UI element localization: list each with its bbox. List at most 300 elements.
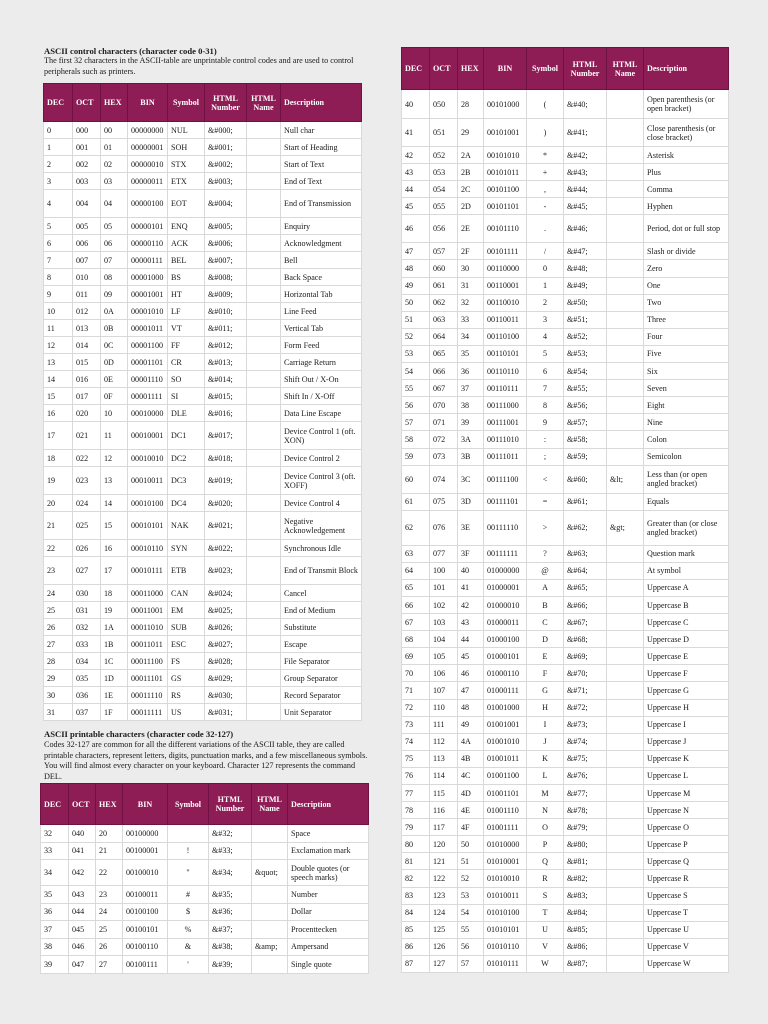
cell-description: Shift Out / X-On [281, 371, 362, 388]
cell-bin: 00110101 [484, 345, 527, 362]
cell-oct: 104 [430, 631, 458, 648]
cell-html-number: &#61; [564, 493, 607, 510]
cell-html-number: &#029; [205, 670, 247, 687]
header-symbol: Symbol [168, 84, 205, 122]
cell-oct: 001 [73, 139, 101, 156]
cell-oct: 070 [430, 397, 458, 414]
cell-hex: 51 [458, 853, 484, 870]
cell-html-name [247, 354, 281, 371]
cell-oct: 060 [430, 260, 458, 277]
cell-oct: 017 [73, 388, 101, 405]
header-dec: DEC [402, 48, 430, 90]
cell-html-number: &#37; [209, 921, 252, 939]
cell-hex: 41 [458, 579, 484, 596]
cell-oct: 072 [430, 431, 458, 448]
cell-description: Bell [281, 252, 362, 269]
cell-oct: 006 [73, 235, 101, 252]
cell-bin: 00010011 [128, 467, 168, 495]
cell-symbol: < [527, 465, 564, 493]
cell-html-name [247, 303, 281, 320]
table-row [402, 716, 729, 733]
cell-bin: 00100110 [123, 938, 168, 956]
table-row [44, 190, 362, 218]
cell-hex: 2E [458, 215, 484, 243]
cell-bin: 01000100 [484, 631, 527, 648]
table-row [402, 836, 729, 853]
cell-html-name [607, 853, 644, 870]
cell-bin: 00101110 [484, 215, 527, 243]
cell-oct: 021 [73, 422, 101, 450]
cell-dec: 35 [41, 886, 69, 904]
cell-symbol: * [527, 147, 564, 164]
cell-dec: 14 [44, 371, 73, 388]
cell-hex: 32 [458, 294, 484, 311]
cell-hex: 12 [101, 450, 128, 467]
cell-bin: 00110000 [484, 260, 527, 277]
cell-html-number: &#53; [564, 345, 607, 362]
cell-description: Device Control 3 (oft. XOFF) [281, 467, 362, 495]
cell-html-name [607, 448, 644, 465]
cell-dec: 9 [44, 286, 73, 303]
cell-dec: 38 [41, 938, 69, 956]
header-bin: BIN [128, 84, 168, 122]
cell-oct: 064 [430, 328, 458, 345]
cell-bin: 01010010 [484, 870, 527, 887]
cell-description: Uppercase O [644, 819, 729, 836]
table-row [44, 320, 362, 337]
cell-oct: 077 [430, 545, 458, 562]
cell-hex: 20 [96, 825, 123, 843]
cell-symbol: ! [168, 842, 209, 860]
header-html-name: HTML Name [607, 48, 644, 90]
cell-description: Shift In / X-Off [281, 388, 362, 405]
cell-hex: 02 [101, 156, 128, 173]
cell-oct: 016 [73, 371, 101, 388]
cell-description: Uppercase F [644, 665, 729, 682]
cell-symbol: EOT [168, 190, 205, 218]
cell-html-number: &#009; [205, 286, 247, 303]
cell-html-number: &#84; [564, 904, 607, 921]
cell-bin: 00001101 [128, 354, 168, 371]
cell-html-number: &#36; [209, 903, 252, 921]
cell-oct: 040 [69, 825, 96, 843]
cell-description: Uppercase L [644, 767, 729, 784]
cell-html-name [607, 648, 644, 665]
cell-hex: 48 [458, 699, 484, 716]
cell-description: Open parenthesis (or open bracket) [644, 90, 729, 119]
cell-description: Three [644, 311, 729, 328]
cell-symbol: FF [168, 337, 205, 354]
cell-bin: 01001110 [484, 802, 527, 819]
cell-hex: 25 [96, 921, 123, 939]
cell-oct: 014 [73, 337, 101, 354]
cell-html-name [607, 294, 644, 311]
cell-html-name [247, 320, 281, 337]
cell-oct: 047 [69, 956, 96, 974]
cell-hex: 47 [458, 682, 484, 699]
cell-symbol: $ [168, 903, 209, 921]
cell-hex: 2B [458, 164, 484, 181]
cell-bin: 00000001 [128, 139, 168, 156]
cell-html-name [607, 260, 644, 277]
cell-html-number: &#003; [205, 173, 247, 190]
cell-html-number: &#001; [205, 139, 247, 156]
table-row [44, 173, 362, 190]
cell-html-number: &#005; [205, 218, 247, 235]
cell-hex: 1B [101, 636, 128, 653]
cell-bin: 00000011 [128, 173, 168, 190]
cell-symbol: - [527, 198, 564, 215]
cell-dec: 76 [402, 767, 430, 784]
table-row [402, 699, 729, 716]
cell-hex: 0D [101, 354, 128, 371]
cell-dec: 72 [402, 699, 430, 716]
cell-dec: 30 [44, 687, 73, 704]
cell-description: Negative Acknowledgement [281, 512, 362, 540]
cell-symbol: ? [527, 545, 564, 562]
cell-html-name [607, 545, 644, 562]
table-row [402, 750, 729, 767]
control-section-intro: The first 32 characters in the ASCII-table are unprintable control codes and are used to control peripherals such as printers. [44, 56, 354, 76]
cell-description: Uppercase K [644, 750, 729, 767]
table-row [44, 636, 362, 653]
table-row [44, 235, 362, 252]
cell-oct: 124 [430, 904, 458, 921]
cell-dec: 21 [44, 512, 73, 540]
cell-html-number: &#66; [564, 596, 607, 613]
table-row [402, 380, 729, 397]
cell-description: Data Line Escape [281, 405, 362, 422]
cell-oct: 121 [430, 853, 458, 870]
cell-hex: 00 [101, 122, 128, 139]
cell-html-number: &#49; [564, 277, 607, 294]
cell-html-number: &#80; [564, 836, 607, 853]
cell-description: Uppercase J [644, 733, 729, 750]
cell-dec: 0 [44, 122, 73, 139]
cell-html-number: &#65; [564, 579, 607, 596]
cell-description: Uppercase R [644, 870, 729, 887]
cell-html-number: &#74; [564, 733, 607, 750]
header-html-number: HTML Number [205, 84, 247, 122]
control-section-title: ASCII control characters (character code 0-31) [44, 46, 217, 56]
cell-description: Synchronous Idle [281, 540, 362, 557]
cell-oct: 004 [73, 190, 101, 218]
cell-html-name [607, 414, 644, 431]
cell-html-name [247, 670, 281, 687]
cell-html-name [252, 956, 288, 974]
table-row [44, 670, 362, 687]
cell-bin: 00000101 [128, 218, 168, 235]
cell-html-number: &#026; [205, 619, 247, 636]
cell-dec: 7 [44, 252, 73, 269]
cell-bin: 00001110 [128, 371, 168, 388]
cell-description: Space [288, 825, 369, 843]
cell-oct: 113 [430, 750, 458, 767]
header-hex: HEX [96, 784, 123, 825]
cell-bin: 00010110 [128, 540, 168, 557]
cell-symbol: S [527, 887, 564, 904]
cell-dec: 1 [44, 139, 73, 156]
table-row [402, 147, 729, 164]
header-bin: BIN [484, 48, 527, 90]
cell-bin: 00110010 [484, 294, 527, 311]
cell-bin: 00100100 [123, 903, 168, 921]
cell-html-name [247, 653, 281, 670]
cell-dec: 81 [402, 853, 430, 870]
cell-html-number: &#47; [564, 243, 607, 260]
cell-bin: 01001011 [484, 750, 527, 767]
cell-description: Question mark [644, 545, 729, 562]
cell-dec: 22 [44, 540, 73, 557]
cell-html-name [247, 704, 281, 721]
cell-oct: 041 [69, 842, 96, 860]
cell-symbol: " [168, 860, 209, 886]
cell-description: Ampersand [288, 938, 369, 956]
table-row [44, 218, 362, 235]
cell-oct: 046 [69, 938, 96, 956]
cell-symbol: L [527, 767, 564, 784]
cell-bin: 00011001 [128, 602, 168, 619]
cell-bin: 00000111 [128, 252, 168, 269]
cell-oct: 105 [430, 648, 458, 665]
cell-bin: 00111110 [484, 510, 527, 545]
table-row [41, 886, 369, 904]
cell-symbol: B [527, 596, 564, 613]
cell-dec: 66 [402, 596, 430, 613]
cell-symbol: H [527, 699, 564, 716]
cell-html-name [607, 380, 644, 397]
cell-dec: 34 [41, 860, 69, 886]
cell-dec: 75 [402, 750, 430, 767]
table-row [41, 956, 369, 974]
cell-dec: 61 [402, 493, 430, 510]
cell-html-number: &#016; [205, 405, 247, 422]
cell-bin: 01001001 [484, 716, 527, 733]
cell-bin: 00011110 [128, 687, 168, 704]
table-row [402, 802, 729, 819]
header-html-number: HTML Number [209, 784, 252, 825]
cell-oct: 066 [430, 363, 458, 380]
cell-dec: 16 [44, 405, 73, 422]
cell-description: Plus [644, 164, 729, 181]
header-symbol: Symbol [168, 784, 209, 825]
cell-oct: 026 [73, 540, 101, 557]
cell-bin: 00010111 [128, 557, 168, 585]
cell-hex: 50 [458, 836, 484, 853]
cell-html-name [607, 682, 644, 699]
cell-description: Uppercase N [644, 802, 729, 819]
cell-html-number: &#67; [564, 614, 607, 631]
cell-dec: 48 [402, 260, 430, 277]
cell-description: Nine [644, 414, 729, 431]
cell-bin: 00111011 [484, 448, 527, 465]
cell-html-name [247, 388, 281, 405]
cell-html-name [607, 277, 644, 294]
cell-symbol: @ [527, 562, 564, 579]
cell-html-number: &#41; [564, 119, 607, 147]
cell-bin: 00011010 [128, 619, 168, 636]
table-row [402, 181, 729, 198]
cell-dec: 4 [44, 190, 73, 218]
header-oct: OCT [430, 48, 458, 90]
cell-hex: 39 [458, 414, 484, 431]
cell-html-number: &#018; [205, 450, 247, 467]
cell-dec: 10 [44, 303, 73, 320]
cell-dec: 19 [44, 467, 73, 495]
cell-oct: 062 [430, 294, 458, 311]
cell-html-number: &#82; [564, 870, 607, 887]
cell-symbol: GS [168, 670, 205, 687]
cell-hex: 29 [458, 119, 484, 147]
cell-hex: 46 [458, 665, 484, 682]
cell-html-name [607, 493, 644, 510]
cell-hex: 24 [96, 903, 123, 921]
cell-oct: 010 [73, 269, 101, 286]
cell-html-number: &#70; [564, 665, 607, 682]
header-html-name: HTML Name [247, 84, 281, 122]
cell-hex: 2C [458, 181, 484, 198]
cell-dec: 33 [41, 842, 69, 860]
cell-bin: 00010101 [128, 512, 168, 540]
cell-html-name [607, 887, 644, 904]
cell-hex: 07 [101, 252, 128, 269]
header-hex: HEX [458, 48, 484, 90]
table-row [402, 465, 729, 493]
header-html-name: HTML Name [252, 784, 288, 825]
cell-hex: 3A [458, 431, 484, 448]
cell-symbol: LF [168, 303, 205, 320]
table-row [41, 860, 369, 886]
table-row [402, 215, 729, 243]
cell-bin: 00101001 [484, 119, 527, 147]
table-row [44, 512, 362, 540]
cell-html-number: &#020; [205, 495, 247, 512]
cell-hex: 36 [458, 363, 484, 380]
cell-description: Uppercase P [644, 836, 729, 853]
cell-symbol: F [527, 665, 564, 682]
cell-oct: 103 [430, 614, 458, 631]
cell-html-name [607, 243, 644, 260]
cell-oct: 043 [69, 886, 96, 904]
cell-dec: 36 [41, 903, 69, 921]
cell-dec: 80 [402, 836, 430, 853]
cell-bin: 00001010 [128, 303, 168, 320]
cell-html-name [247, 495, 281, 512]
cell-hex: 37 [458, 380, 484, 397]
cell-hex: 44 [458, 631, 484, 648]
cell-dec: 55 [402, 380, 430, 397]
cell-description: Hyphen [644, 198, 729, 215]
table-row [44, 337, 362, 354]
cell-html-number: &#32; [209, 825, 252, 843]
cell-html-number: &#35; [209, 886, 252, 904]
cell-dec: 87 [402, 955, 430, 972]
cell-dec: 59 [402, 448, 430, 465]
cell-hex: 3E [458, 510, 484, 545]
cell-bin: 00111111 [484, 545, 527, 562]
cell-hex: 21 [96, 842, 123, 860]
cell-oct: 037 [73, 704, 101, 721]
cell-dec: 68 [402, 631, 430, 648]
cell-symbol: 7 [527, 380, 564, 397]
cell-html-name [252, 886, 288, 904]
cell-description: Record Separator [281, 687, 362, 704]
cell-bin: 01000111 [484, 682, 527, 699]
cell-symbol: R [527, 870, 564, 887]
cell-bin: 00001111 [128, 388, 168, 405]
cell-oct: 036 [73, 687, 101, 704]
cell-dec: 8 [44, 269, 73, 286]
cell-symbol: NAK [168, 512, 205, 540]
cell-bin: 01001000 [484, 699, 527, 716]
cell-oct: 115 [430, 785, 458, 802]
cell-html-number: &#002; [205, 156, 247, 173]
cell-dec: 29 [44, 670, 73, 687]
cell-symbol: SI [168, 388, 205, 405]
cell-dec: 6 [44, 235, 73, 252]
cell-symbol: O [527, 819, 564, 836]
cell-html-name [247, 269, 281, 286]
cell-description: End of Transmit Block [281, 557, 362, 585]
cell-symbol: E [527, 648, 564, 665]
cell-dec: 43 [402, 164, 430, 181]
cell-html-number: &#021; [205, 512, 247, 540]
cell-symbol: ETX [168, 173, 205, 190]
cell-bin: 00101011 [484, 164, 527, 181]
cell-html-name [607, 733, 644, 750]
cell-dec: 82 [402, 870, 430, 887]
cell-dec: 51 [402, 311, 430, 328]
table-row [402, 648, 729, 665]
cell-html-number: &#38; [209, 938, 252, 956]
cell-html-number: &#013; [205, 354, 247, 371]
cell-dec: 20 [44, 495, 73, 512]
cell-html-name: &gt; [607, 510, 644, 545]
cell-description: Zero [644, 260, 729, 277]
cell-symbol: Q [527, 853, 564, 870]
cell-bin: 00011011 [128, 636, 168, 653]
cell-symbol: D [527, 631, 564, 648]
cell-symbol: DLE [168, 405, 205, 422]
cell-html-number: &#50; [564, 294, 607, 311]
cell-html-name [247, 173, 281, 190]
cell-oct: 065 [430, 345, 458, 362]
cell-html-number: &#019; [205, 467, 247, 495]
cell-description: Device Control 2 [281, 450, 362, 467]
cell-html-number: &#023; [205, 557, 247, 585]
cell-bin: 00100000 [123, 825, 168, 843]
cell-dec: 53 [402, 345, 430, 362]
cell-symbol: + [527, 164, 564, 181]
cell-html-number: &#54; [564, 363, 607, 380]
cell-description: Five [644, 345, 729, 362]
cell-description: Six [644, 363, 729, 380]
cell-html-name [247, 235, 281, 252]
cell-symbol: # [168, 886, 209, 904]
cell-oct: 032 [73, 619, 101, 636]
cell-dec: 74 [402, 733, 430, 750]
cell-hex: 05 [101, 218, 128, 235]
cell-html-number: &#39; [209, 956, 252, 974]
cell-hex: 56 [458, 938, 484, 955]
table-row [402, 90, 729, 119]
cell-hex: 30 [458, 260, 484, 277]
cell-html-name: &amp; [252, 938, 288, 956]
cell-symbol: SYN [168, 540, 205, 557]
cell-oct: 101 [430, 579, 458, 596]
cell-hex: 1A [101, 619, 128, 636]
cell-description: Null char [281, 122, 362, 139]
